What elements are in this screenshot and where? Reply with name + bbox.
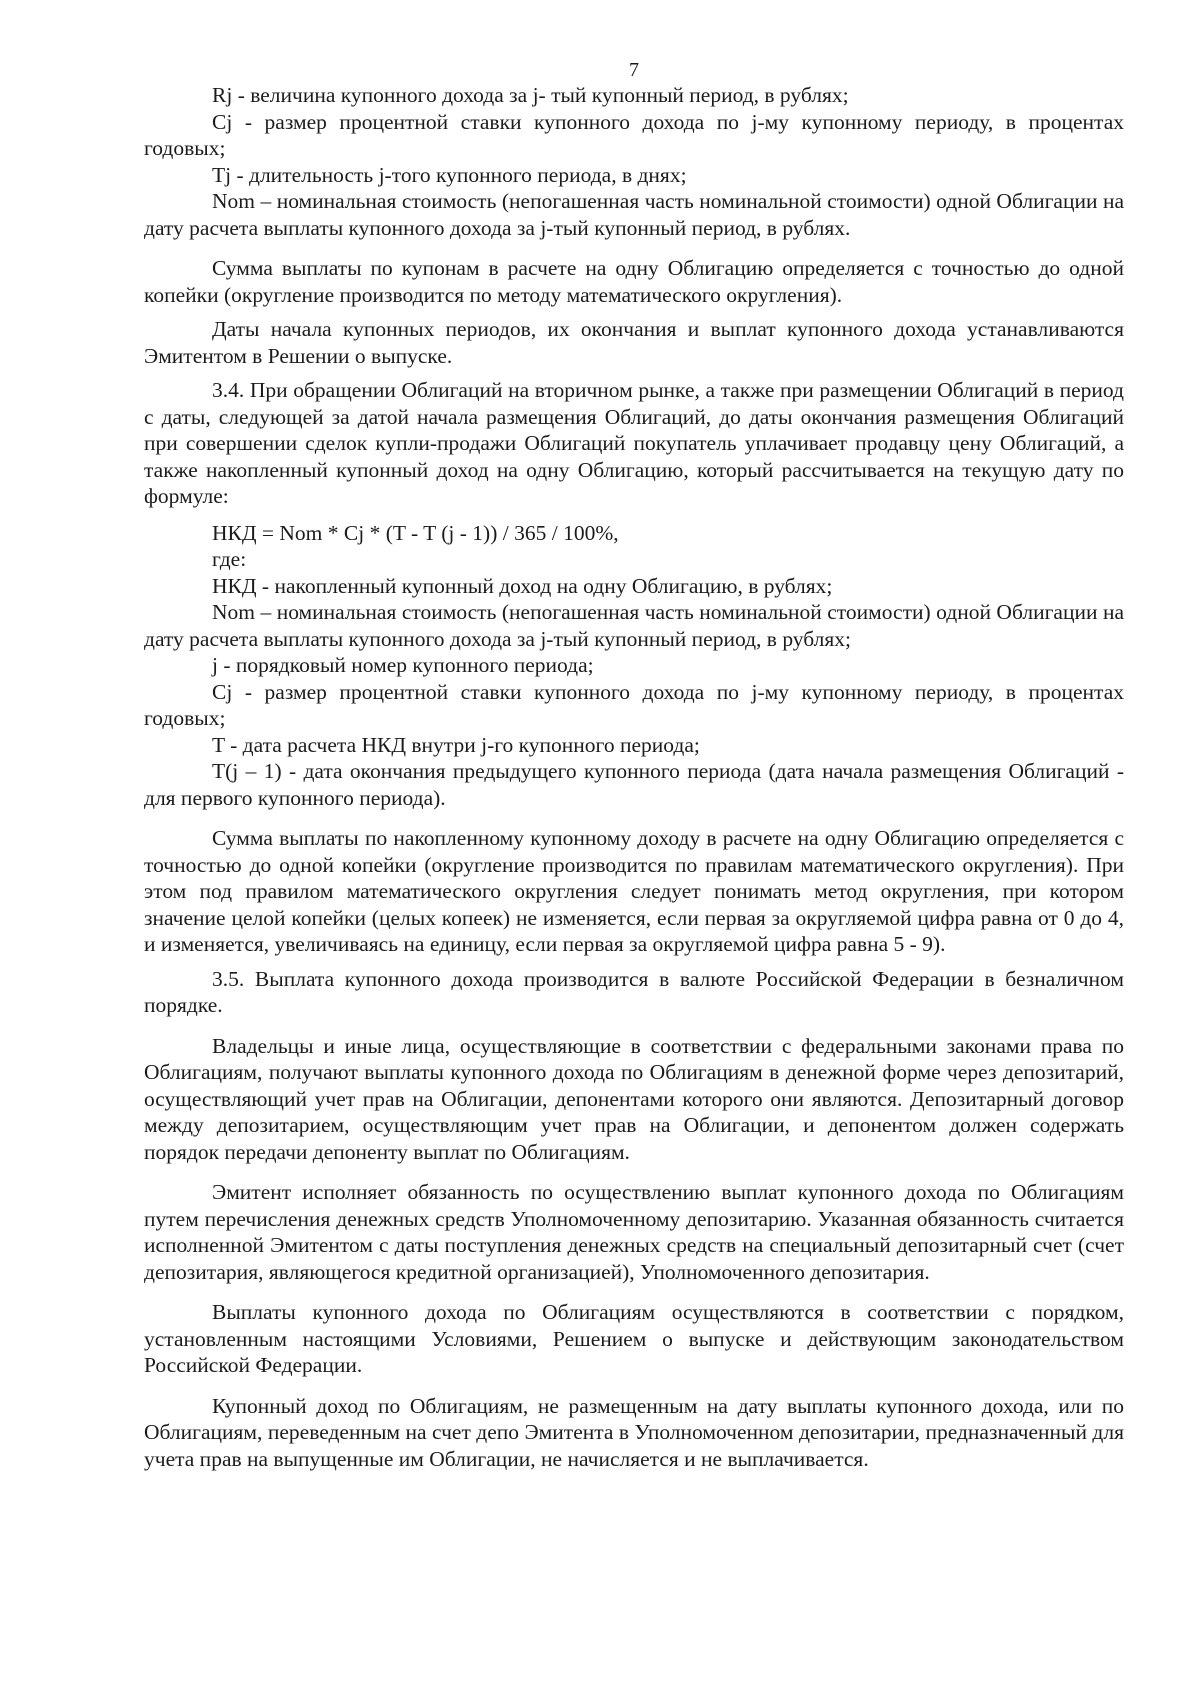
paragraph-issuer-obligation: Эмитент исполняет обязанность по осуществлению выплат купонного дохода по Облигациям путем перечисления денежных средств Уполномоченному депозитарию. Указанная обязанность считается исполненной Эмитентом с даты поступления денежных средств на специальный депозитарный счет (счет депозитария, являющегося кредитной организацией), Уполномоченного депозитария.: [144, 1180, 1124, 1284]
paragraph-cj-definition-2: Cj - размер процентной ставки купонного дохода по j-му купонному периоду, в процентах годовых;: [144, 679, 1124, 730]
paragraph-coupon-rounding: Сумма выплаты по купонам в расчете на одну Облигацию определяется с точностью до одной копейки (округление производится по методу математического округления).: [144, 256, 1124, 307]
paragraph-payments-order: Выплаты купонного дохода по Облигациям осуществляются в соответствии с порядком, установленным настоящими Условиями, Решением о выпуске и действующим законодательством Российской Федерации.: [144, 1300, 1124, 1377]
paragraph-j-definition: j - порядковый номер купонного периода;: [212, 653, 594, 677]
formula-nkd: НКД = Nom * Cj * (T - T (j - 1)) / 365 / 100%,: [212, 520, 619, 545]
document-page: [144, 58, 1124, 1472]
formula-where: где:: [212, 547, 247, 571]
paragraph-rj-definition: Rj - величина купонного дохода за j- тый купонный период, в рублях;: [212, 83, 849, 107]
paragraph-coupon-dates: Даты начала купонных периодов, их окончания и выплат купонного дохода устанавливаются Эмитентом в Решении о выпуске.: [144, 317, 1124, 368]
paragraph-section-3-5: 3.5. Выплата купонного дохода производится в валюте Российской Федерации в безналичном порядке.: [144, 966, 1124, 1017]
paragraph-tj-definition: Tj - длительность j-того купонного периода, в днях;: [212, 162, 687, 187]
page-number: 7: [629, 59, 639, 81]
paragraph-nkd-definition: НКД - накопленный купонный доход на одну Облигацию, в рублях;: [212, 573, 833, 598]
paragraph-nkd-rounding: Сумма выплаты по накопленному купонному доходу в расчете на одну Облигацию определяется с точностью до одной копейки (округление производится по правилам математического округления). При этом под правилом математического округления следует понимать метод округления, при котором значение целой копейки (целых копеек) не изменяется, если первая за округляемой цифра равна от 0 до 4, и изменяется, увеличиваясь на единицу, если первая за округляемой цифра равна 5 - 9).: [144, 826, 1124, 956]
paragraph-t-definition: T - дата расчета НКД внутри j-го купонного периода;: [212, 732, 700, 757]
paragraph-nom-definition: Nom – номинальная стоимость (непогашенная часть номинальной стоимости) одной Облигации на дату расчета выплаты купонного дохода за j-тый купонный период, в рублях.: [144, 189, 1124, 240]
paragraph-tj1-definition: T(j – 1) - дата окончания предыдущего купонного периода (дата начала размещения Облигаций - для первого купонного периода).: [144, 759, 1124, 810]
paragraph-nom-definition-2: Nom – номинальная стоимость (непогашенная часть номинальной стоимости) одной Облигации на дату расчета выплаты купонного дохода за j-тый купонный период, в рублях;: [144, 600, 1124, 651]
paragraph-cj-definition: Cj - размер процентной ставки купонного дохода по j-му купонному периоду, в процентах годовых;: [144, 109, 1124, 160]
paragraph-owners-payments: Владельцы и иные лица, осуществляющие в соответствии с федеральными законами права по Облигациям, получают выплаты купонного дохода по Облигациям в денежной форме через депозитарий, осуществляющий учет прав на Облигации, депонентами которого они являются. Депозитарный договор между депозитарием, осуществляющим учет прав на Облигации, и депонентом должен содержать порядок передачи депоненту выплат по Облигациям.: [144, 1033, 1124, 1164]
paragraph-section-3-4: 3.4. При обращении Облигаций на вторичном рынке, а также при размещении Облигаций в период с даты, следующей за датой начала размещения Облигаций, до даты окончания размещения Облигаций при совершении сделок купли-продажи Облигаций покупатель уплачивает продавцу цену Облигаций, а также накопленный купонный доход на одну Облигацию, который рассчитывается на текущую дату по формуле:: [144, 378, 1124, 508]
paragraph-unplaced-bonds: Купонный доход по Облигациям, не размещенным на дату выплаты купонного дохода, или по Облигациям, переведенным на счет депо Эмитента в Уполномоченном депозитарии, предназначенный для учета прав на выпущенные им Облигации, не начисляется и не выплачивается.: [144, 1393, 1124, 1471]
